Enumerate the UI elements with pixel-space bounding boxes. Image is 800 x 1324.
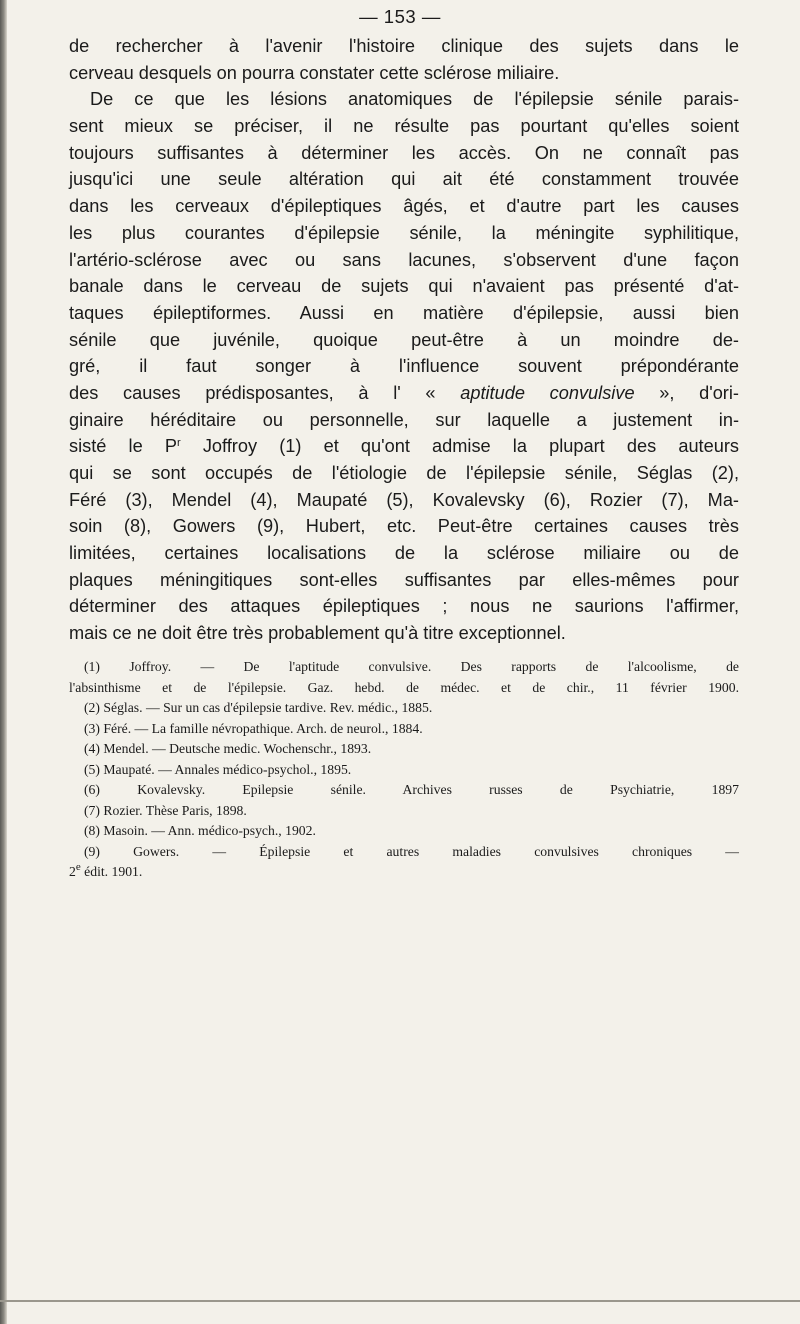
- footnote-line: (7) Rozier. Thèse Paris, 1898.: [84, 802, 247, 818]
- footnote-line: (4) Mendel. — Deutsche medic. Wochenschr., 1893.: [84, 741, 372, 757]
- body-line: jusqu'ici une seule altération qui ait été constamment trouvée: [69, 169, 739, 190]
- body-line-aptitude-end: d'ori-: [699, 382, 739, 403]
- footnote-line: (6) Kovalevsky. Epilepsie sénile. Archives russes de Psychiatrie, 1897: [84, 782, 739, 798]
- body-line: mais ce ne doit être très probablement qu'à titre exceptionnel.: [69, 623, 566, 644]
- edition-number: 2: [69, 864, 76, 880]
- footnote-line: (5) Maupaté. — Annales médico-psychol., 1895.: [84, 761, 352, 777]
- italic-term: aptitude convulsive: [460, 382, 635, 403]
- body-line-joffroy-end: Joffroy (1) et qu'ont admise la plupart des auteurs: [202, 436, 739, 457]
- edition-text: édit. 1901.: [84, 864, 143, 880]
- body-line: ginaire héréditaire ou personnelle, sur laquelle a justement in-: [69, 409, 739, 430]
- footnote-line: (3) Féré. — La famille névropathique. Arch. de neurol., 1884.: [84, 720, 423, 736]
- body-line-aptitude: [69, 380, 739, 407]
- body-line: de rechercher à l'avenir l'histoire clinique des sujets dans le: [69, 36, 739, 56]
- page-number: — 153 —: [359, 6, 441, 27]
- body-line: gré, il faut songer à l'influence souvent prépondérante: [69, 356, 739, 377]
- body-line: taques épileptiformes. Aussi en matière d'épilepsie, aussi bien: [69, 302, 739, 323]
- body-line: limitées, certaines localisations de la sclérose miliaire ou de: [69, 543, 739, 564]
- page-bottom-rule: [0, 1300, 800, 1302]
- footnotes: [69, 657, 739, 883]
- body-line: toujours suffisantes à déterminer les accès. On ne connaît pas: [69, 142, 739, 163]
- body-line: dans les cerveaux d'épileptiques âgés, et d'autre part les causes: [69, 196, 739, 217]
- body-line: Féré (3), Mendel (4), Maupaté (5), Kovalevsky (6), Rozier (7), Ma-: [69, 489, 739, 510]
- footnote-line: l'absinthisme et de l'épilepsie. Gaz. hebd. de médec. et de chir., 11 février 1900.: [69, 679, 739, 695]
- footnote-line: (8) Masoin. — Ann. médico-psych., 1902.: [84, 823, 316, 839]
- footnote-line: (1) Joffroy. — De l'aptitude convulsive. Des rapports de l'alcoolisme, de: [84, 659, 739, 674]
- body-line-joffroy-start: sisté le P: [69, 436, 177, 457]
- body-line-aptitude-start: des causes prédisposantes, à l': [69, 382, 401, 403]
- page-left-edge: [0, 0, 7, 1324]
- body-line: qui se sont occupés de l'étiologie de l'épilepsie sénile, Séglas (2),: [69, 463, 739, 483]
- superscript-e: e: [75, 861, 81, 874]
- body-line: banale dans le cerveau de sujets qui n'avaient pas présenté d'at-: [69, 276, 739, 297]
- body-line: soin (8), Gowers (9), Hubert, etc. Peut-être certaines causes très: [69, 516, 739, 537]
- body-line: sénile que juvénile, quoique peut-être à un moindre de-: [69, 329, 739, 350]
- body-line: sent mieux se préciser, il ne résulte pas pourtant qu'elles soient: [69, 116, 739, 137]
- body-line: les plus courantes d'épilepsie sénile, la méningite syphilitique,: [69, 222, 739, 243]
- quote-open: «: [425, 382, 436, 403]
- footnote-line-edition: [69, 862, 739, 883]
- body-line: déterminer des attaques épileptiques ; nous ne saurions l'affirmer,: [69, 596, 739, 617]
- superscript-r: r: [176, 437, 181, 450]
- footnote-line: (9) Gowers. — Épilepsie et autres maladies convulsives chroniques —: [84, 843, 739, 859]
- body-line-joffroy: [69, 433, 739, 460]
- quote-close: »,: [659, 382, 675, 403]
- body-text: [69, 33, 739, 647]
- body-line: plaques méningitiques sont-elles suffisantes par elles-mêmes pour: [69, 569, 739, 590]
- body-line: l'artério-sclérose avec ou sans lacunes, s'observent d'une façon: [69, 249, 739, 270]
- body-line: De ce que les lésions anatomiques de l'épilepsie sénile parais-: [90, 89, 739, 110]
- footnote-line: (2) Séglas. — Sur un cas d'épilepsie tardive. Rev. médic., 1885.: [84, 700, 433, 716]
- body-line: cerveau desquels on pourra constater cette sclérose miliaire.: [69, 62, 560, 83]
